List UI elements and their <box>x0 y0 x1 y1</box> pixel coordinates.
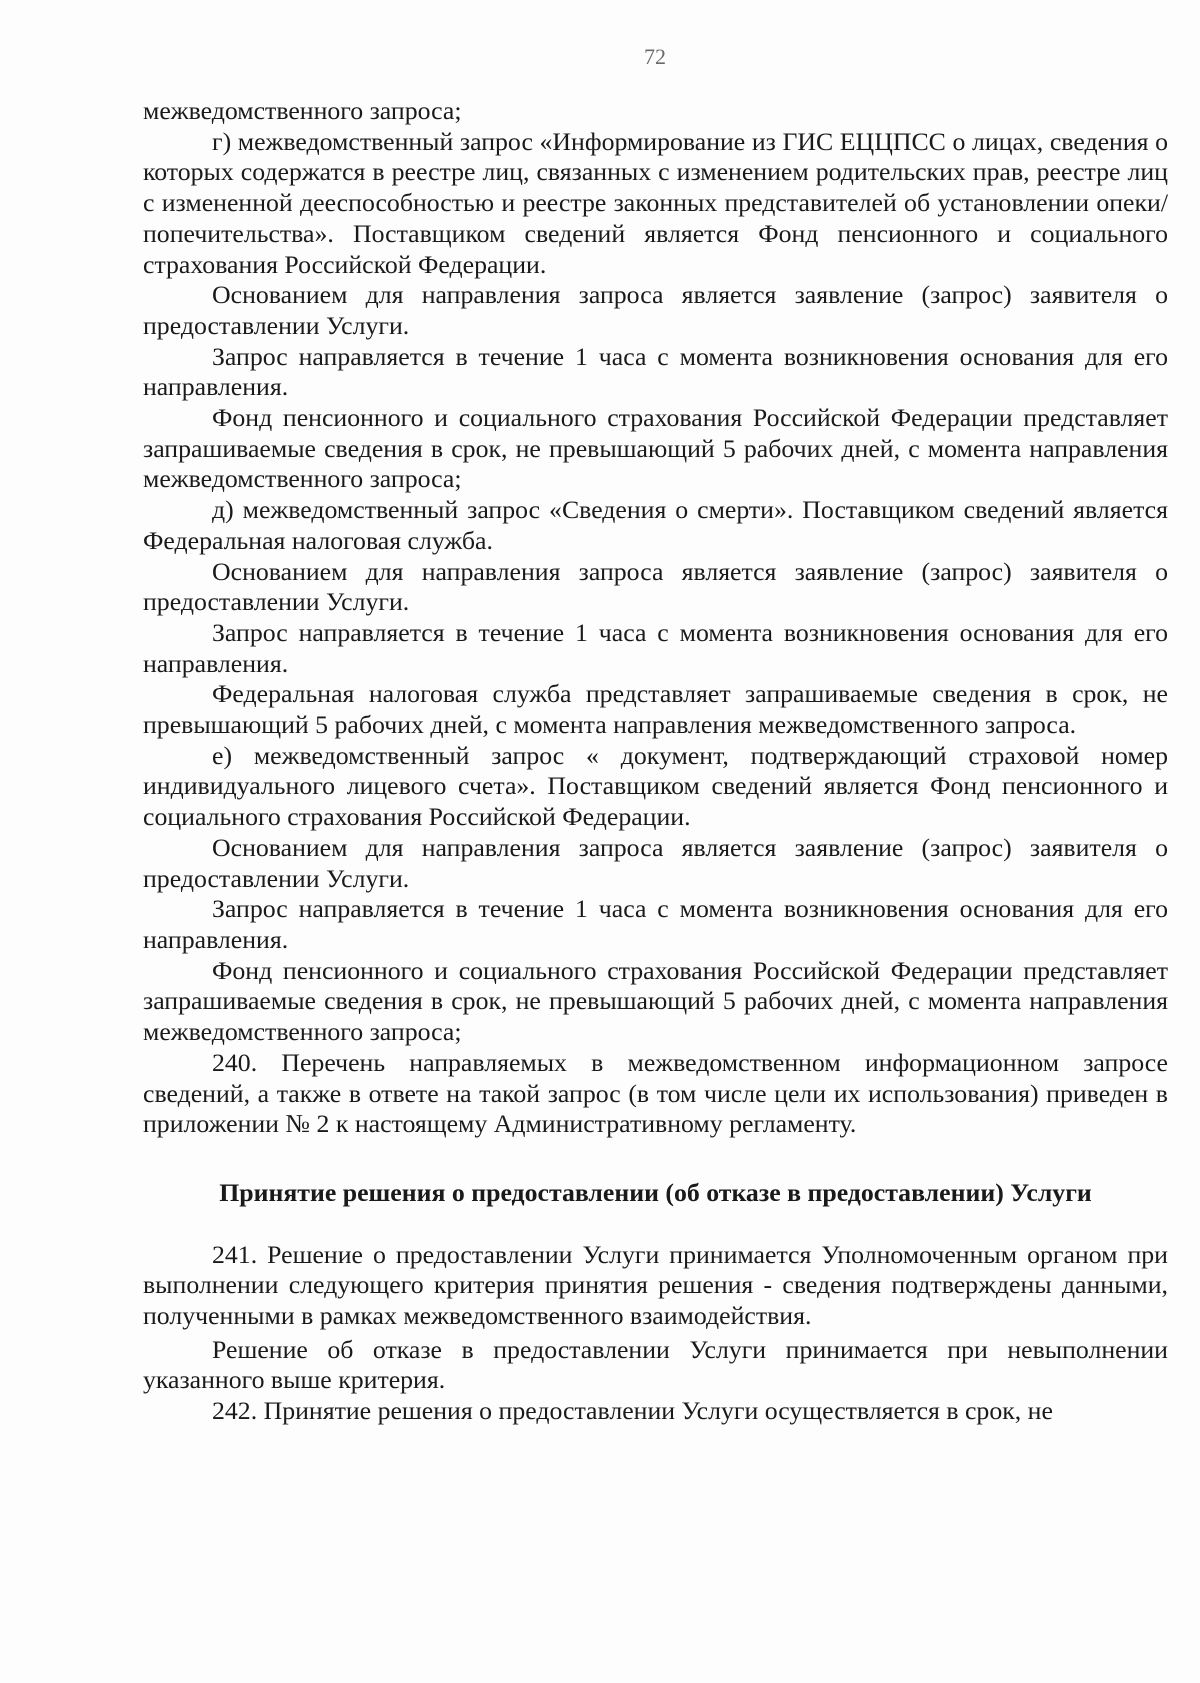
paragraph: Федеральная налоговая служба представляет запрашиваемые сведения в срок, не превышающий 5 рабочих дней, с момента направления межведомственного запроса. <box>143 679 1168 740</box>
paragraph: г) межведомственный запрос «Информирование из ГИС ЕЦЦПСС о лицах, сведения о которых содержатся в реестре лиц, связанных с изменением родительских прав, реестре лиц с измененной дееспособностью и реестре законных представителей об установлении опеки/попечительства». Поставщиком сведений является Фонд пенсионного и социального страхования Российской Федерации. <box>143 126 1168 279</box>
page-number: 72 <box>644 44 666 69</box>
paragraph: Основанием для направления запроса является заявление (запрос) заявителя о предоставлении Услуги. <box>143 832 1168 893</box>
paragraph: Решение об отказе в предоставлении Услуги принимается при невыполнении указанного выше критерия. <box>143 1334 1168 1395</box>
paragraph: 240. Перечень направляемых в межведомственном информационном запросе сведений, а также в ответе на такой запрос (в том числе цели их использования) приведен в приложении № 2 к настоящему Административному регламенту. <box>143 1047 1168 1139</box>
paragraph: Основанием для направления запроса является заявление (запрос) заявителя о предоставлении Услуги. <box>143 280 1168 340</box>
document-body <box>143 96 1168 1427</box>
paragraph: Фонд пенсионного и социального страхования Российской Федерации представляет запрашиваемые сведения в срок, не превышающий 5 рабочих дней, с момента направления межведомственного запроса; <box>143 955 1168 1047</box>
paragraph: д) межведомственный запрос «Сведения о смерти». Поставщиком сведений является Федеральная налоговая служба. <box>143 495 1168 555</box>
paragraph: е) межведомственный запрос « документ, подтверждающий страховой номер индивидуального лицевого счета». Поставщиком сведений является Фонд пенсионного и социального страхования Российской Федерации. <box>143 740 1168 832</box>
paragraph: Фонд пенсионного и социального страхования Российской Федерации представляет запрашиваемые сведения в срок, не превышающий 5 рабочих дней, с момента направления межведомственного запроса; <box>143 403 1168 494</box>
paragraph: 242. Принятие решения о предоставлении Услуги осуществляется в срок, не <box>212 1396 1053 1426</box>
paragraph: Основанием для направления запроса является заявление (запрос) заявителя о предоставлении Услуги. <box>143 556 1168 617</box>
paragraph: межведомственного запроса; <box>143 96 462 125</box>
section-heading: Принятие решения о предоставлении (об отказе в предоставлении) Услуги <box>219 1177 1092 1207</box>
paragraph: Запрос направляется в течение 1 часа с момента возникновения основания для его направления. <box>143 341 1168 402</box>
paragraph: Запрос направляется в течение 1 часа с момента возникновения основания для его направления. <box>143 894 1168 954</box>
paragraph: 241. Решение о предоставлении Услуги принимается Уполномоченным органом при выполнении следующего критерия принятия решения - сведения подтверждены данными, полученными в рамках межведомственного взаимодействия. <box>143 1239 1168 1331</box>
paragraph: Запрос направляется в течение 1 часа с момента возникновения основания для его направления. <box>143 617 1168 678</box>
